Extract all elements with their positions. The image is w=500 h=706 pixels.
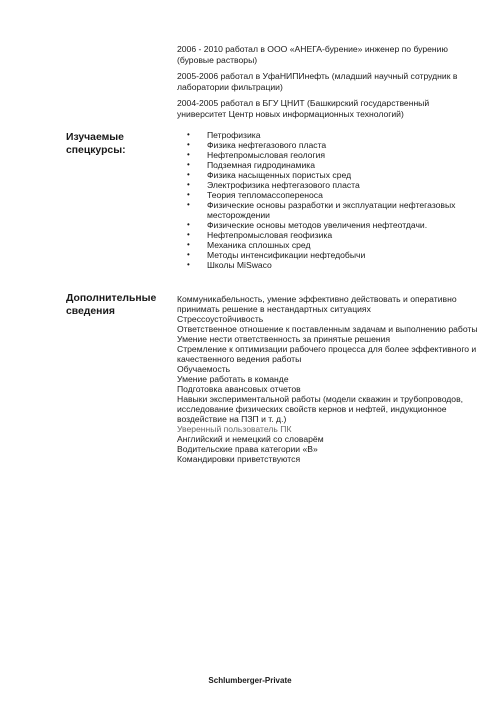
additional-heading: Дополнительные сведения xyxy=(66,293,157,317)
list-item: • Физика насыщенных пористых сред xyxy=(187,170,352,180)
list-item: Коммуникабельность, умение эффективно действовать и оперативно принимать решение в нестандартных ситуациях xyxy=(177,294,457,314)
list-item: • Механика сплошных сред xyxy=(187,240,311,250)
list-item: Навыки экспериментальной работы (модели скважин и трубопроводов, исследование физических свойств кернов и нефтей, индукционное воздействие на ПЗП и т. д.) xyxy=(177,394,464,424)
list-item: • Подземная гидродинамика xyxy=(187,160,315,170)
list-item: Уверенный пользователь ПК xyxy=(177,424,292,434)
list-item: • Методы интенсификации нефтедобычи xyxy=(187,250,366,260)
list-item: Стремление к оптимизации рабочего процесса для более эффективного и качественного ведения работы xyxy=(177,344,477,364)
list-item: Обучаемость xyxy=(177,364,231,374)
list-item: Стрессоустойчивость xyxy=(177,314,264,324)
list-item: • Физические основы методов увеличения нефтеотдачи. xyxy=(187,220,428,230)
list-item: • Теория тепломассопереноса xyxy=(187,190,323,200)
list-item: • Петрофизика xyxy=(187,130,261,140)
list-item: • Физика нефтегазового пласта xyxy=(187,140,327,150)
experience-entry-2: 2005-2006 работал в УфаНИПИнефть (младший научный сотрудник в лаборатории фильтрации) xyxy=(177,71,458,92)
courses-list xyxy=(177,130,477,270)
additional-list xyxy=(177,294,482,464)
experience-entry-1: 2006 - 2010 работал в ООО «АНЕГА-бурение» инженер по бурению (буровые растворы) xyxy=(177,44,448,65)
list-item: Английский и немецкий со словарём xyxy=(177,434,324,444)
list-item: • Электрофизика нефтегазового пласта xyxy=(187,180,360,190)
list-item: Ответственное отношение к поставленным задачам и выполнению работы xyxy=(177,324,478,334)
list-item: Командировки приветствуются xyxy=(177,454,301,464)
list-item: • Физические основы разработки и эксплуатации нефтегазовых месторождении xyxy=(187,200,456,220)
list-item: • Школы MiSwaco xyxy=(187,260,272,270)
experience-entry-3: 2004-2005 работал в БГУ ЦНИТ (Башкирский государственный университет Центр новых информационных технологий) xyxy=(177,98,430,119)
list-item: Подготовка авансовых отчетов xyxy=(177,384,301,394)
list-item: Умение работать в команде xyxy=(177,374,289,384)
list-item: Водительские права категории «В» xyxy=(177,444,318,454)
list-item: • Нефтепромысловая геофизика xyxy=(187,230,333,240)
footer-classification: Schlumberger-Private xyxy=(208,676,292,685)
list-item: Умение нести ответственность за принятые решения xyxy=(177,334,391,344)
courses-heading: Изучаемые спецкурсы: xyxy=(66,132,126,156)
list-item: • Нефтепромысловая геология xyxy=(187,150,326,160)
